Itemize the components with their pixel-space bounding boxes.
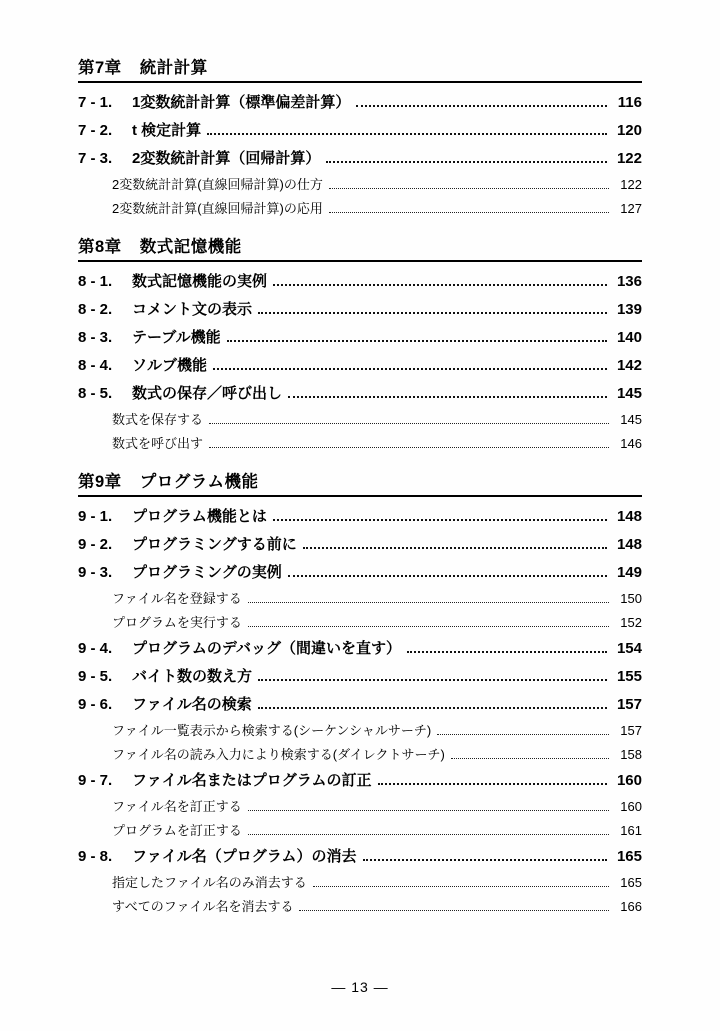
toc-entry[interactable] — [78, 661, 642, 689]
toc-subentry[interactable] — [78, 609, 642, 633]
toc-entry-number: 9 - 1. — [78, 507, 113, 525]
toc-entry-label: プログラムのデバッグ（間違いを直す） — [132, 639, 401, 657]
toc-leader-dots — [248, 810, 609, 811]
toc-subentry[interactable] — [78, 741, 642, 765]
toc-leader-dots — [329, 212, 609, 213]
toc-subentry[interactable] — [78, 430, 642, 454]
toc-entry-label: 1変数統計計算（標準偏差計算） — [132, 93, 351, 111]
toc-leader-dots — [258, 679, 607, 681]
toc-entry-label: ファイル名を訂正する — [112, 798, 242, 814]
toc-entry-page-number: 139 — [616, 300, 642, 318]
toc-entry-page-number: 157 — [620, 722, 642, 738]
toc-subentry[interactable] — [78, 817, 642, 841]
toc-chapter — [78, 54, 642, 219]
toc-leader-dots — [363, 859, 607, 861]
toc-subentry[interactable] — [78, 893, 642, 917]
toc-entry-label: 2変数統計計算(直線回帰計算)の応用 — [112, 200, 323, 216]
toc-entry-label: 数式を保存する — [112, 411, 204, 427]
toc-entry-page-number: 160 — [620, 798, 642, 814]
toc-leader-dots — [407, 651, 607, 653]
toc-entry-number: 9 - 3. — [78, 563, 113, 581]
toc-chapter — [78, 233, 642, 454]
toc-entry-label: ファイル名を登録する — [112, 590, 242, 606]
toc-subentry[interactable] — [78, 585, 642, 609]
toc-entry-label: ファイル名またはプログラムの訂正 — [132, 771, 372, 789]
toc-chapter — [78, 468, 642, 917]
toc-entry-page-number: 127 — [620, 200, 642, 216]
toc-leader-dots — [378, 783, 607, 785]
toc-subentry[interactable] — [78, 869, 642, 893]
toc-subentry[interactable] — [78, 406, 642, 430]
toc-entry-number: 9 - 4. — [78, 639, 113, 657]
toc-chapter-heading — [78, 233, 642, 260]
toc-leader-dots — [258, 312, 607, 314]
toc-entry-page-number: 152 — [620, 614, 642, 630]
toc-entry[interactable] — [78, 378, 642, 406]
toc-entry-label: 2変数統計計算(直線回帰計算)の仕方 — [112, 176, 323, 192]
toc-entry-page-number: 166 — [620, 898, 642, 914]
toc-entry-page-number: 120 — [616, 121, 642, 139]
toc-entry-page-number: 116 — [617, 93, 642, 111]
toc-subentry[interactable] — [78, 171, 642, 195]
toc-entry-label: プログラム機能とは — [132, 507, 267, 525]
toc-leader-dots — [288, 396, 607, 398]
page-number: — 13 — — [331, 979, 389, 995]
toc-entry-label: 2変数統計計算（回帰計算） — [132, 149, 321, 167]
toc-leader-dots — [329, 188, 609, 189]
toc-entry-page-number: 148 — [616, 507, 642, 525]
toc-entry-page-number: 150 — [620, 590, 642, 606]
toc-entry-page-number: 165 — [616, 847, 642, 865]
toc-entry-number: 7 - 2. — [78, 121, 113, 139]
toc-chapter-title: プログラム機能 — [139, 473, 259, 491]
toc-entry-label: ソルブ機能 — [132, 356, 208, 374]
toc-chapter-number: 第8章 — [78, 238, 122, 256]
toc-entry-number: 8 - 3. — [78, 328, 113, 346]
toc-entry[interactable] — [78, 765, 642, 793]
toc-entry-number: 8 - 2. — [78, 300, 113, 318]
chapter-divider — [78, 260, 642, 262]
toc-entry-label: 数式の保存／呼び出し — [132, 384, 283, 402]
toc-leader-dots — [248, 602, 609, 603]
toc-entry[interactable] — [78, 633, 642, 661]
toc-leader-dots — [437, 734, 609, 735]
toc-entry[interactable] — [78, 557, 642, 585]
toc-entry-label: コメント文の表示 — [132, 300, 253, 318]
toc-entry[interactable] — [78, 350, 642, 378]
toc-entry[interactable] — [78, 143, 642, 171]
toc-leader-dots — [303, 547, 607, 549]
toc-entry-number: 9 - 6. — [78, 695, 113, 713]
toc-chapter-heading — [78, 468, 642, 495]
toc-entry-label: ファイル名の検索 — [132, 695, 252, 713]
toc-entry-number: 9 - 7. — [78, 771, 113, 789]
toc-leader-dots — [258, 707, 607, 709]
toc-leader-dots — [273, 519, 607, 521]
chapter-divider — [78, 495, 642, 497]
toc-entry[interactable] — [78, 266, 642, 294]
toc-entry-page-number: 149 — [616, 563, 642, 581]
toc-leader-dots — [209, 423, 609, 424]
toc-entry-label: ファイル名（プログラム）の消去 — [132, 847, 357, 865]
toc-entry-page-number: 165 — [620, 874, 642, 890]
toc-entry-number: 9 - 2. — [78, 535, 113, 553]
toc-entry-label: 数式を呼び出す — [112, 435, 204, 451]
toc-entry-page-number: 136 — [616, 272, 642, 290]
toc-entry-label: プログラミングする前に — [132, 535, 297, 553]
toc-entry-page-number: 140 — [616, 328, 642, 346]
toc-leader-dots — [326, 161, 607, 163]
toc-leader-dots — [207, 133, 607, 135]
toc-chapter-heading — [78, 54, 642, 81]
toc-entry-label: t 検定計算 — [132, 121, 202, 139]
toc-entry[interactable] — [78, 322, 642, 350]
toc-subentry[interactable] — [78, 793, 642, 817]
toc-chapter-number: 第7章 — [78, 59, 122, 77]
toc-entry[interactable] — [78, 529, 642, 557]
toc-entry-page-number: 142 — [616, 356, 642, 374]
toc-entry-number: 8 - 4. — [78, 356, 113, 374]
toc-leader-dots — [451, 758, 609, 759]
toc-entry-number: 8 - 5. — [78, 384, 113, 402]
toc-leader-dots — [313, 886, 609, 887]
toc-entry-number: 7 - 3. — [78, 149, 113, 167]
toc-chapter-number: 第9章 — [78, 473, 122, 491]
table-of-contents — [78, 54, 642, 917]
toc-entry-page-number: 154 — [616, 639, 642, 657]
toc-entry[interactable] — [78, 115, 642, 143]
toc-entry[interactable] — [78, 841, 642, 869]
toc-entry-number: 9 - 8. — [78, 847, 113, 865]
toc-chapter-title: 統計計算 — [139, 59, 208, 77]
toc-entry-page-number: 148 — [616, 535, 642, 553]
toc-leader-dots — [273, 284, 607, 286]
toc-entry-number: 7 - 1. — [78, 93, 113, 111]
toc-entry-page-number: 146 — [620, 435, 642, 451]
toc-entry-label: プログラムを実行する — [112, 614, 242, 630]
toc-leader-dots — [213, 368, 607, 370]
toc-entry-label: プログラムを訂正する — [112, 822, 242, 838]
toc-entry[interactable] — [78, 294, 642, 322]
toc-leader-dots — [356, 105, 607, 107]
toc-entry[interactable] — [78, 501, 642, 529]
toc-entry-page-number: 122 — [620, 176, 642, 192]
toc-entry-page-number: 157 — [616, 695, 642, 713]
toc-entry-page-number: 158 — [620, 746, 642, 762]
toc-entry[interactable] — [78, 689, 642, 717]
toc-entry-page-number: 160 — [616, 771, 642, 789]
toc-entry-page-number: 155 — [616, 667, 642, 685]
toc-leader-dots — [288, 575, 607, 577]
toc-entry-label: 数式記憶機能の実例 — [132, 272, 268, 290]
toc-entry-label: ファイル名の読み入力により検索する(ダイレクトサーチ) — [112, 746, 445, 762]
toc-entry-label: プログラミングの実例 — [132, 563, 282, 581]
toc-entry-label: ファイル一覧表示から検索する(シーケンシャルサーチ) — [112, 722, 432, 738]
toc-subentry[interactable] — [78, 195, 642, 219]
chapter-divider — [78, 81, 642, 83]
toc-entry-number: 8 - 1. — [78, 272, 113, 290]
toc-entry-label: バイト数の数え方 — [132, 667, 253, 685]
toc-entry-page-number: 122 — [616, 149, 642, 167]
toc-entry-label: すべてのファイル名を消去する — [112, 898, 294, 914]
toc-entry[interactable] — [78, 87, 642, 115]
toc-chapter-title: 数式記憶機能 — [139, 238, 242, 256]
toc-entry-page-number: 161 — [620, 822, 642, 838]
toc-leader-dots — [209, 447, 609, 448]
toc-subentry[interactable] — [78, 717, 642, 741]
toc-leader-dots — [248, 834, 609, 835]
toc-leader-dots — [227, 340, 607, 342]
toc-entry-label: テーブル機能 — [132, 328, 221, 346]
toc-entry-page-number: 145 — [616, 384, 642, 402]
toc-entry-label: 指定したファイル名のみ消去する — [112, 874, 307, 890]
toc-leader-dots — [299, 910, 609, 911]
toc-leader-dots — [248, 626, 609, 627]
toc-entry-page-number: 145 — [620, 411, 642, 427]
toc-entry-number: 9 - 5. — [78, 667, 113, 685]
